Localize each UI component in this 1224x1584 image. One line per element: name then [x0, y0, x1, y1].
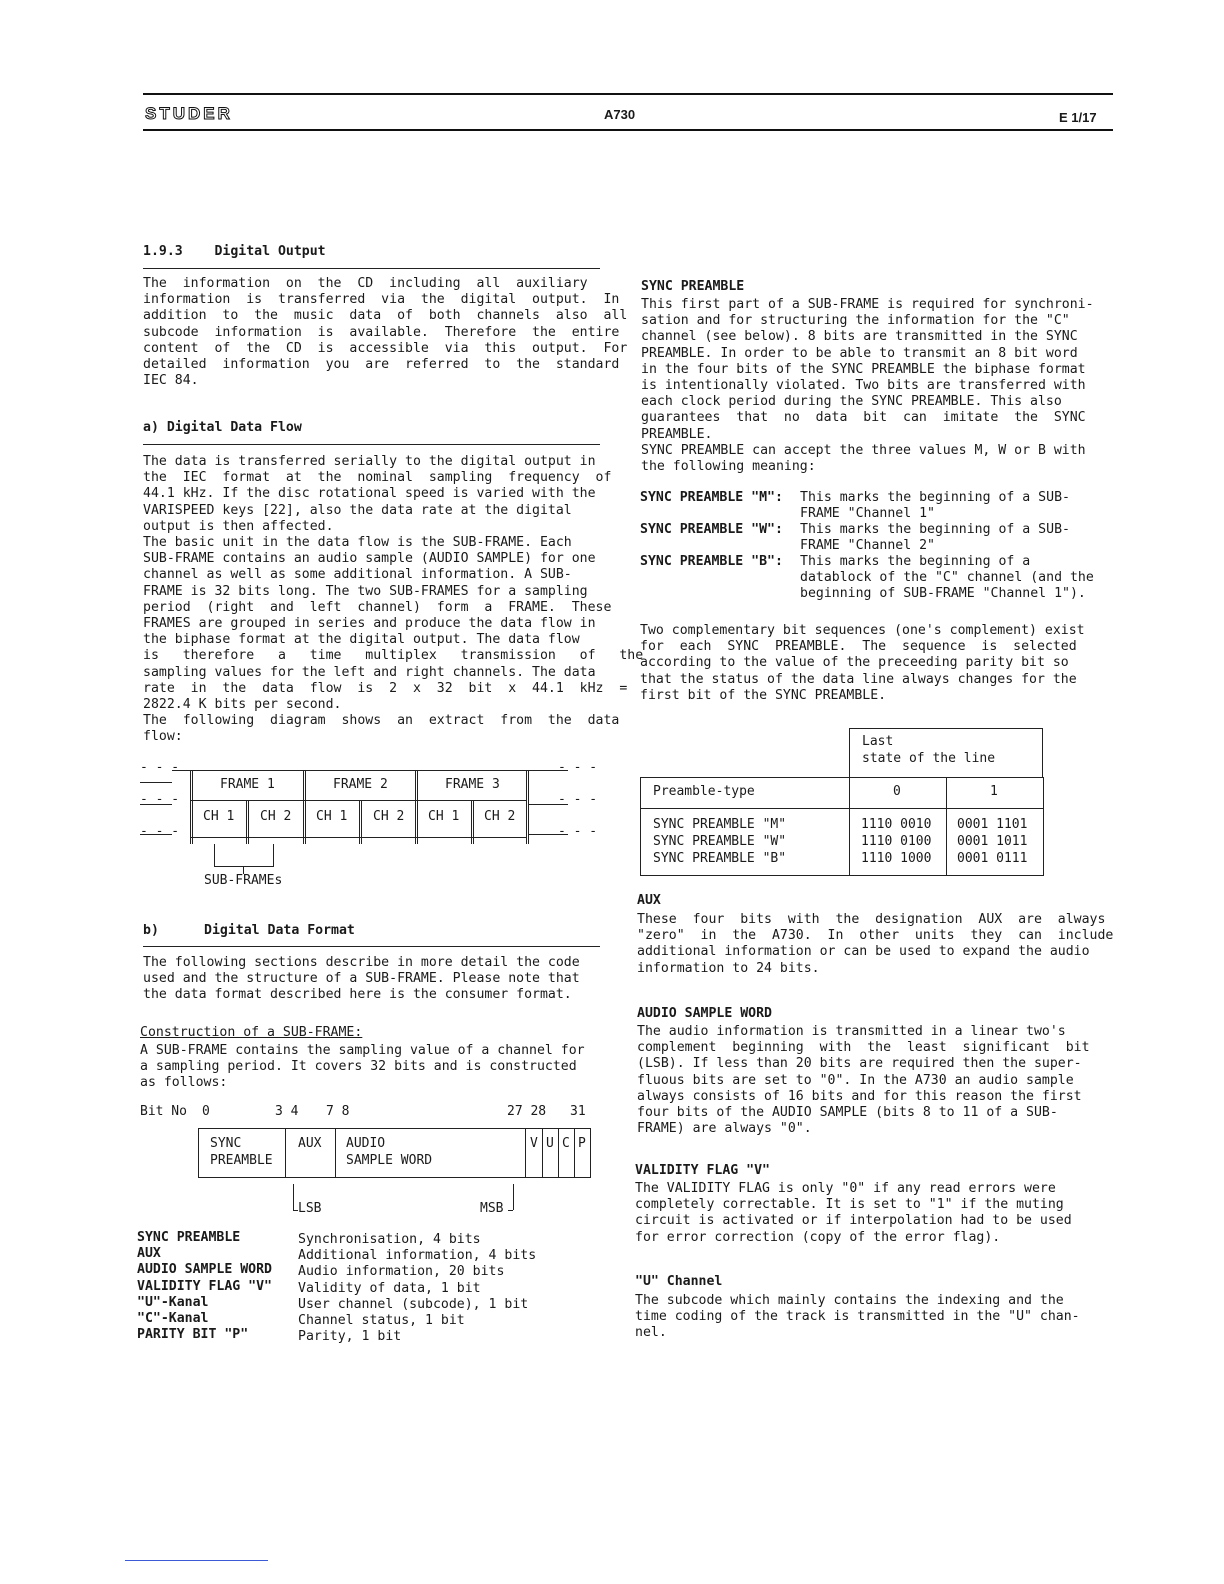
definition-terms — [137, 1230, 272, 1343]
frame-1-label: FRAME 1 — [220, 777, 275, 792]
model-name: A730 — [604, 107, 636, 122]
table-row-b-1: 0001 0111 — [957, 851, 1028, 866]
def-term-sync: SYNC PREAMBLE — [137, 1230, 241, 1245]
bitno-label: Bit No — [140, 1104, 187, 1119]
def-term-u: "U"-Kanal — [137, 1294, 209, 1310]
def-term-c: "C"-Kanal — [137, 1311, 209, 1327]
def-desc-u: User channel (subcode), 1 bit — [298, 1296, 529, 1312]
sync-cell-line2: PREAMBLE — [210, 1153, 273, 1168]
table-last-state-line1: Last — [862, 734, 894, 749]
preamble-w-desc-1: This marks the beginning of a SUB- — [800, 522, 1070, 537]
validity-flag-paragraph: The VALIDITY FLAG is only "0" if any read errors were completely correctable. It is set to "1" if the muting circuit is activated or if interpolation had to be used for error correction (copy of the error flag). — [635, 1181, 1072, 1245]
dash-right-2: - - - — [558, 792, 598, 807]
table-header-type: Preamble-type — [653, 784, 755, 799]
preamble-m-desc-2: FRAME "Channel 1" — [800, 506, 935, 521]
validity-flag-title: VALIDITY FLAG "V" — [635, 1163, 770, 1178]
p-cell: P — [578, 1136, 586, 1151]
table-row-b-0: 1110 1000 — [861, 851, 932, 866]
ch-cell-4: CH 2 — [373, 809, 405, 824]
dash-right-3: - - - — [558, 824, 598, 839]
dash-left-1: - - - — [140, 760, 180, 775]
intro-paragraph: The information on the CD including all auxiliary information is transferred via the digital output. In addition to the music data of both channels also all subcode information is available. Therefore the entire content of the CD is accessible via this output. For detailed information you are referred to the standard IEC 84. — [143, 276, 628, 389]
ch-cell-1: CH 1 — [203, 809, 235, 824]
sync-preamble-paragraph: This first part of a SUB-FRAME is required for synchroni- sation and for structuring the information for the "C" channel (see below). 8 bits are transmitted in the SYNC PREAMBLE. In order to be able to transmit an 8 bit word in the four bits of the SYNC PREAMBLE the biphase format is intentionally violated. Two bits are transferred with each clock period during the SYNC PREAMBLE. This also guarantees that no data bit can imitate the SYNC PREAMBLE. SYNC PREAMBLE can accept the three values M, W or B with the following meaning: — [641, 297, 1094, 475]
dash-left-3: - - - — [140, 824, 180, 839]
aux-title: AUX — [637, 893, 661, 908]
preamble-m-term: SYNC PREAMBLE "M": — [640, 490, 783, 505]
audio-sample-word-title: AUDIO SAMPLE WORD — [637, 1006, 772, 1021]
table-row-m-type: SYNC PREAMBLE "M" — [653, 817, 787, 832]
sync-preamble-title: SYNC PREAMBLE — [641, 279, 745, 294]
audio-cell-line2: SAMPLE WORD — [346, 1153, 433, 1168]
ch-cell-5: CH 1 — [428, 809, 460, 824]
table-row-w-1: 0001 1011 — [957, 834, 1028, 849]
def-desc-validity: Validity of data, 1 bit — [298, 1280, 481, 1296]
def-desc-audio: Audio information, 20 bits — [298, 1264, 505, 1280]
def-term-validity: VALIDITY FLAG "V" — [137, 1278, 272, 1294]
subsection-a-rule — [143, 444, 600, 445]
construction-title: Construction of a SUB-FRAME: — [140, 1025, 363, 1040]
def-term-aux: AUX — [137, 1246, 161, 1262]
u-channel-paragraph: The subcode which mainly contains the indexing and the time coding of the track is transmitted in the "U" chan- nel. — [635, 1293, 1080, 1341]
def-desc-sync: Synchronisation, 4 bits — [298, 1232, 481, 1247]
page-number: E 1/17 — [1059, 110, 1097, 125]
def-desc-parity: Parity, 1 bit — [298, 1329, 402, 1345]
preamble-w-desc-2: FRAME "Channel 2" — [800, 538, 935, 553]
bit-31: 31 — [570, 1104, 586, 1119]
sync-cell-line1: SYNC — [210, 1136, 242, 1151]
preamble-definitions — [640, 490, 1094, 604]
table-header-0: 0 — [893, 784, 901, 799]
def-desc-c: Channel status, 1 bit — [298, 1313, 465, 1329]
msb-label: MSB — [480, 1201, 504, 1216]
c-cell: C — [562, 1136, 570, 1151]
aux-cell: AUX — [298, 1136, 322, 1151]
lsb-label: LSB — [298, 1201, 322, 1216]
preamble-b-term: SYNC PREAMBLE "B": — [640, 554, 783, 569]
preamble-b-desc-2: datablock of the "C" channel (and the — [800, 570, 1094, 585]
section-rule — [143, 268, 600, 269]
subsection-b-rule — [143, 946, 600, 947]
u-cell: U — [546, 1136, 554, 1151]
construction-paragraph: A SUB-FRAME contains the sampling value of a channel for a sampling period. It covers 32 bits and is constructed as follows: — [140, 1043, 585, 1091]
aux-paragraph: These four bits with the designation AUX are always "zero" in the A730. In other units they can include additional information or can be used to expand the audio information to 24 bits. — [637, 912, 1114, 976]
def-desc-aux: Additional information, 4 bits — [298, 1248, 537, 1264]
ch-cell-3: CH 1 — [316, 809, 348, 824]
ch-cell-2: CH 2 — [260, 809, 292, 824]
subsection-a-title: a) Digital Data Flow — [143, 420, 302, 435]
preamble-b-desc-1: This marks the beginning of a — [800, 554, 1031, 569]
header-rule-bottom — [143, 129, 1113, 131]
audio-cell-line1: AUDIO — [346, 1136, 386, 1151]
table-last-state-line2: state of the line — [862, 751, 996, 766]
bit-3-4: 3 4 — [275, 1104, 299, 1119]
footer-rule — [125, 1560, 268, 1561]
frame-2-label: FRAME 2 — [333, 777, 388, 792]
table-row-w-type: SYNC PREAMBLE "W" — [653, 834, 787, 849]
definition-descriptions — [298, 1232, 536, 1345]
table-row-w-0: 1110 0100 — [861, 834, 932, 849]
studer-logo: STUDER — [145, 104, 233, 123]
subframes-caption: SUB-FRAMEs — [204, 873, 283, 888]
table-header-1: 1 — [990, 784, 998, 799]
header-rule-top — [143, 93, 1113, 95]
subsection-b-label: b) — [143, 923, 159, 938]
frame-diagram — [140, 760, 605, 890]
ch-cell-6: CH 2 — [484, 809, 516, 824]
v-cell: V — [530, 1136, 538, 1151]
table-row-m-0: 1110 0010 — [861, 817, 932, 832]
complement-paragraph: Two complementary bit sequences (one's complement) exist for each SYNC PREAMBLE. The sequence is selected according to the value of the preceeding parity bit so that the status of the data line always changes for the first bit of the SYNC PREAMBLE. — [640, 623, 1085, 703]
subsection-b-paragraph: The following sections describe in more detail the code used and the structure of a SUB-FRAME. Please note that the data format described here is the consumer format. — [143, 955, 580, 1003]
frame-3-label: FRAME 3 — [445, 777, 500, 792]
subframe-bit-diagram — [138, 1100, 598, 1220]
table-row-b-type: SYNC PREAMBLE "B" — [653, 851, 787, 866]
subsection-a-paragraph: The data is transferred serially to the digital output in the IEC format at the nominal sampling frequency of 44.1 kHz. If the disc rotational speed is varied with the VARISPEED keys [22], also the data rate at the digital output is then affected. The basic unit in the data flow is the SUB-FRAME. Each SUB-FRAME contains an audio sample (AUDIO SAMPLE) for one channel as well as some additional information. A SUB- FRAME is 32 bits long. The two SUB-FRAMES for a sampling period (right and left channel) form a FRAME. These FRAMES are grouped in series and produce the data flow in the biphase format at the digital output. The data flow is therefore a time multiplex transmission of the sampling values for the left and right channels. The data rate in the data flow is 2 x 32 bit x 44.1 kHz = 2822.4 K bits per second. The following diagram shows an extract from the data flow: — [143, 454, 644, 745]
def-term-parity: PARITY BIT "P" — [137, 1327, 249, 1343]
u-channel-title: "U" Channel — [635, 1274, 723, 1289]
bit-0: 0 — [202, 1104, 210, 1119]
subsection-b-title: Digital Data Format — [204, 923, 355, 938]
audio-sample-word-paragraph: The audio information is transmitted in a linear two's complement beginning with the least significant bit (LSB). If less than 20 bits are required then the super- fluous bits are set to "0". In the A730 an audio sample always consists of 16 bits and for this reason the first four bits of the AUDIO SAMPLE (bits 8 to 11 of a SUB- FRAME) are always "0". — [637, 1024, 1090, 1137]
def-term-audio: AUDIO SAMPLE WORD — [137, 1262, 272, 1278]
bit-7-8: 7 8 — [326, 1104, 350, 1119]
preamble-b-desc-3: beginning of SUB-FRAME "Channel 1"). — [800, 586, 1086, 601]
preamble-m-desc-1: This marks the beginning of a SUB- — [800, 490, 1070, 505]
bit-27-28: 27 28 — [507, 1104, 547, 1119]
preamble-table — [640, 728, 1044, 876]
section-title: 1.9.3 Digital Output — [143, 244, 326, 259]
preamble-w-term: SYNC PREAMBLE "W": — [640, 522, 783, 537]
table-row-m-1: 0001 1101 — [957, 817, 1028, 832]
dash-left-2: - - - — [140, 792, 180, 807]
dash-right-1: - - - — [558, 760, 598, 775]
